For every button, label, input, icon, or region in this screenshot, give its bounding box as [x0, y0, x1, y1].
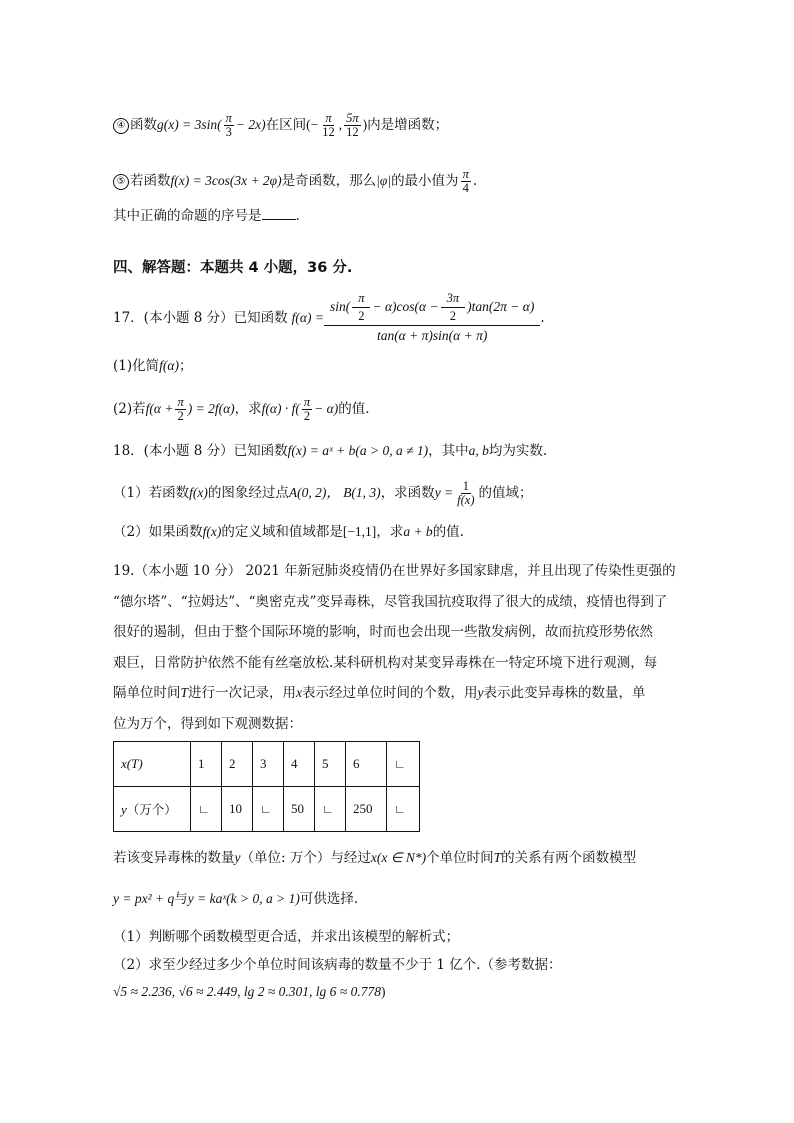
formula: √5 ≈ 2.236, √6 ≈ 2.449, lg 2 ≈ 0.301, lg 6 ≈ 0.778 [113, 984, 381, 999]
formula: (− [306, 117, 319, 133]
formula: x [296, 685, 303, 700]
denominator: f(x) [457, 493, 475, 508]
formula: y [234, 850, 241, 865]
denominator: 2 [177, 409, 184, 424]
formula: − α) [314, 401, 339, 417]
big-fraction [324, 292, 540, 344]
table-cell: 4 [284, 742, 315, 787]
formula: a + b [403, 524, 433, 539]
question-19-reference-data [113, 982, 385, 1002]
table-cell: 1 [191, 742, 222, 787]
table-cell: 50 [284, 787, 315, 832]
question-19-models-line-1 [113, 848, 636, 868]
formula: A(0, 2)， B(1, 3) [288, 485, 381, 501]
table-cell: 2 [222, 742, 253, 787]
denominator: 12 [346, 125, 359, 140]
question-17-part-1 [113, 356, 192, 376]
text: ，求 [376, 524, 404, 540]
table-row [114, 742, 420, 787]
marker-5: ⑤ [113, 174, 129, 190]
table-cell: 3 [253, 742, 284, 787]
answer-blank[interactable] [262, 207, 296, 220]
text: 18．(本小题 8 分）已知函数 [113, 443, 288, 459]
formula: f(α) = [291, 310, 324, 326]
fraction [320, 112, 337, 139]
text: (1)化简 [113, 358, 160, 374]
formula: f(α + [145, 401, 174, 417]
table-cell: ∟ [387, 742, 420, 787]
fraction [461, 168, 471, 195]
fraction [175, 396, 185, 423]
text: 内是增函数； [367, 117, 449, 134]
text: 可供选择. [299, 891, 359, 907]
numerator: π [303, 395, 311, 409]
numerator: π [352, 292, 370, 308]
denominator: 12 [322, 125, 335, 140]
text: 的关系有两个函数模型 [501, 850, 637, 866]
text: 是奇函数，那么 [281, 173, 377, 190]
marker-4: ④ [113, 118, 129, 134]
formula: ) [362, 117, 368, 133]
text-line: 艰巨，日常防护依然不能有丝毫放松.某科研机构对某变异毒株在一特定环境下进行观测，每 [113, 654, 658, 671]
text: （单位: 万个）与经过 [240, 850, 371, 866]
formula: − α)cos(α − [372, 299, 439, 315]
text: 其中正确的命题的序号是 [113, 208, 262, 224]
question-18-part-2 [113, 522, 464, 542]
table-cell: 6 [346, 742, 387, 787]
numerator [324, 292, 540, 326]
formula: f(α) [159, 358, 179, 373]
text: . [472, 173, 478, 190]
table-cell: 5 [315, 742, 346, 787]
formula: T [493, 850, 502, 865]
table-cell: ∟ [387, 787, 420, 832]
proposition-5 [113, 168, 477, 195]
observation-table [113, 741, 420, 832]
numerator: 3π [441, 292, 466, 308]
question-19-part-2: （2）求至少经过多少个单位时间该病毒的数量不少于 1 亿个.（参考数据： [113, 957, 562, 973]
text: 表示经过单位时间的个数，用 [302, 685, 478, 701]
formula: f(x) = 3cos(3x + 2φ) [170, 173, 282, 189]
table-cell: ∟ [253, 787, 284, 832]
text: （万个） [126, 802, 177, 817]
denominator: 3 [225, 125, 232, 140]
question-19-part-1: （1）判断哪个函数模型更合适，并求出该模型的解析式； [113, 929, 460, 945]
formula: y [477, 685, 484, 700]
fraction [344, 112, 361, 139]
formula: ) = 2f(α) [187, 401, 235, 417]
table-row [114, 787, 420, 832]
denominator: 4 [462, 181, 469, 196]
formula: , [338, 117, 343, 133]
text: 17．(本小题 8 分）已知函数 [113, 310, 288, 327]
numerator: π [325, 111, 332, 125]
answer-prompt [113, 206, 300, 226]
formula: − 2x) [235, 117, 266, 133]
text-line: 位为万个，得到如下观测数据： [113, 715, 302, 732]
fraction [302, 396, 312, 423]
text: ) [380, 984, 386, 999]
formula: y [121, 802, 127, 817]
text: 个单位时间 [426, 850, 494, 866]
formula: f(x) [189, 485, 208, 501]
text: 的图象经过点 [207, 485, 289, 502]
text-line: 19.（本小题 10 分） 2021 年新冠肺炎疫情仍在世界好多国家肆虐，并且出现了传染性更强的 [113, 563, 676, 579]
formula: sin( [329, 299, 351, 315]
numerator: 1 [462, 479, 469, 493]
question-18 [113, 441, 547, 461]
text: . [295, 208, 300, 224]
text: 的最小值为 [391, 173, 459, 190]
text: 进行一次记录，用 [188, 685, 297, 701]
table-header-cell: x(T) [114, 742, 191, 787]
table-cell: ∟ [191, 787, 222, 832]
formula: f(x) = aˣ + b(a > 0, a ≠ 1) [287, 443, 429, 458]
text: 函数 [130, 117, 157, 134]
text: 在区间 [265, 117, 307, 134]
formula: y = px² + q [113, 891, 175, 906]
proposition-4 [113, 112, 448, 139]
denominator: 2 [358, 309, 365, 324]
table-cell: ∟ [315, 787, 346, 832]
text: （2）如果函数 [113, 524, 203, 540]
text: 的值. [432, 524, 464, 540]
formula: f(α) · f( [261, 401, 300, 417]
text: 隔单位时间 [113, 685, 181, 701]
text: 与 [174, 891, 188, 907]
text-line: “德尔塔”、“拉姆达”、“奥密克戎”变异毒株，尽管我国抗疫取得了很大的成绩，疫情也得到了 [113, 593, 668, 610]
numerator: π [177, 395, 184, 409]
table-cell: 250 [346, 787, 387, 832]
text: 的值域； [478, 485, 533, 502]
denominator: tan(α + π)sin(α + π) [376, 328, 488, 344]
text: ，求 [234, 401, 262, 418]
text: 均为实数. [488, 443, 548, 459]
fraction [224, 112, 234, 139]
denominator: 2 [449, 309, 456, 324]
fraction [455, 480, 476, 507]
section-title: 四、解答题：本题共 4 小题，36 分. [113, 260, 353, 276]
text: (2)若 [113, 401, 146, 418]
formula: y = kaˣ(k > 0, a > 1) [187, 891, 300, 906]
text: 若函数 [130, 173, 171, 190]
text: ； [178, 358, 193, 374]
text: 的定义域和值域都是 [221, 524, 343, 540]
table-header-cell [114, 787, 191, 832]
formula: y = [434, 485, 454, 501]
formula: g(x) = 3sin( [157, 117, 222, 133]
numerator: π [225, 111, 232, 125]
question-17 [113, 292, 545, 344]
fraction [352, 292, 370, 323]
question-19-body [113, 556, 685, 739]
denominator: 2 [303, 409, 311, 424]
formula: |φ| [376, 173, 392, 189]
text: ，求函数 [380, 485, 435, 502]
table-cell: 10 [222, 787, 253, 832]
text: ，其中 [428, 443, 469, 459]
formula: )tan(2π − α) [467, 299, 535, 315]
text-line [113, 678, 685, 709]
question-17-part-2 [113, 396, 370, 423]
numerator: π [462, 167, 469, 181]
text: （1）若函数 [113, 485, 190, 502]
question-19-models-line-2 [113, 889, 358, 909]
text: 的值. [338, 401, 370, 418]
formula: x(x ∈ N*) [370, 850, 427, 865]
formula: [−1,1] [342, 524, 377, 539]
formula: a, b [468, 443, 489, 458]
numerator: 5π [346, 111, 359, 125]
text: . [540, 310, 545, 327]
text-line: 很好的遏制，但由于整个国际环境的影响，时而也会出现一些散发病例，故而抗疫形势依然 [113, 624, 653, 640]
question-18-part-1 [113, 480, 533, 507]
formula: f(x) [202, 524, 222, 539]
text: 表示此变异毒株的数量，单 [483, 685, 646, 701]
text: 若该变异毒株的数量 [113, 850, 235, 866]
formula: T [180, 685, 189, 700]
fraction [441, 292, 466, 323]
